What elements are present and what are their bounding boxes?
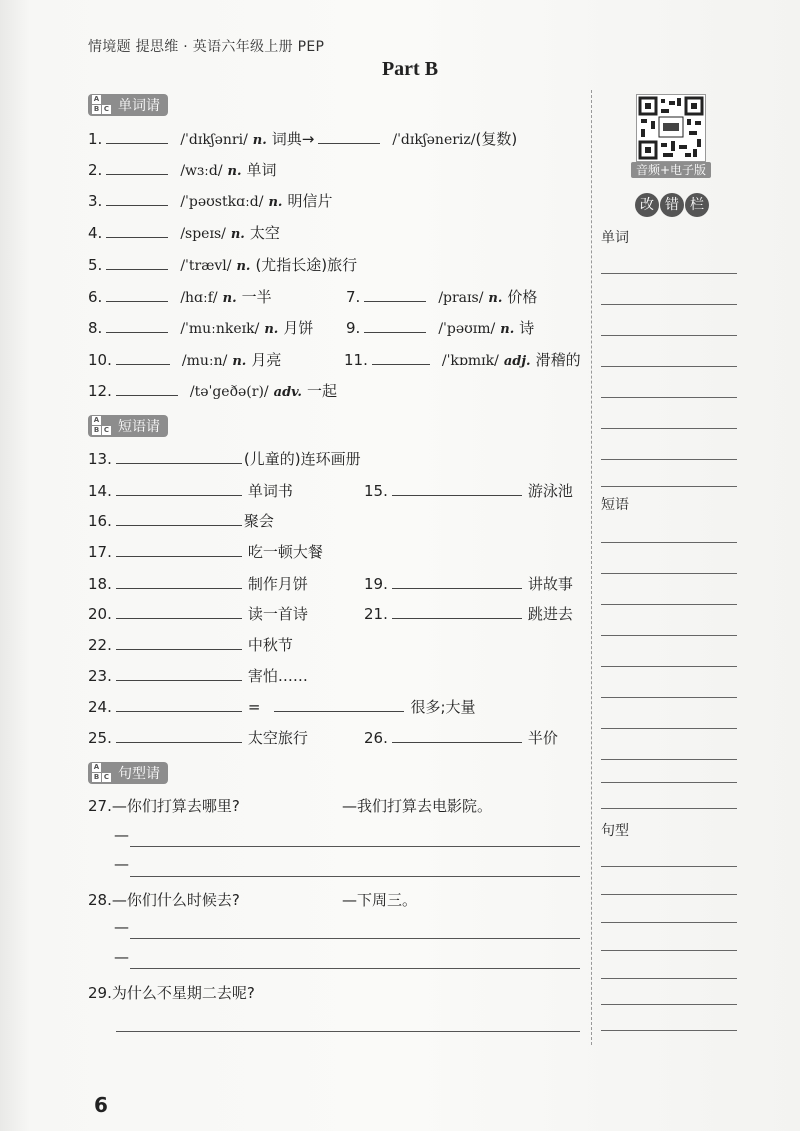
meaning: 月亮	[251, 351, 282, 369]
item-number: 28.	[88, 891, 112, 909]
phonetic: /ˈpəʊstkɑːd/	[180, 194, 264, 210]
answer-blank[interactable]	[106, 316, 168, 333]
item-number: 5.	[88, 256, 103, 274]
part-of-speech: n.	[236, 259, 251, 274]
answer-blank[interactable]	[392, 572, 522, 589]
word-item-10	[88, 348, 281, 372]
correction-line[interactable]	[601, 894, 737, 895]
item-number: 16.	[88, 512, 112, 530]
correction-line[interactable]	[601, 573, 737, 574]
phrase-item-25	[88, 726, 308, 750]
answer-blank[interactable]	[116, 447, 242, 464]
section-badge-sentences	[88, 762, 168, 784]
dash-mark: —	[114, 918, 129, 936]
item-number: 21.	[364, 605, 388, 623]
page-title: Part B	[381, 58, 439, 80]
correction-line[interactable]	[601, 366, 737, 367]
answer-blank[interactable]	[372, 348, 430, 365]
answer-prompt: —下周三。	[342, 891, 418, 909]
page-number: 6	[94, 1093, 108, 1117]
dash-mark: —	[114, 855, 129, 873]
answer-blank[interactable]	[364, 285, 426, 302]
item-number: 11.	[344, 351, 368, 369]
answer-blank[interactable]	[364, 316, 426, 333]
meaning: (儿童的)连环画册	[243, 450, 361, 468]
answer-blank[interactable]	[106, 253, 168, 270]
phonetic: /ˈmuːnkeɪk/	[180, 321, 260, 337]
phrase-item-14	[88, 479, 293, 503]
phonetic: /ˈtrævl/	[180, 258, 232, 274]
correction-line[interactable]	[601, 542, 737, 543]
sidebar-label-sentences: 句型	[601, 823, 629, 839]
answer-blank[interactable]	[106, 189, 168, 206]
part-of-speech: n.	[227, 164, 242, 179]
phonetic: /speɪs/	[180, 226, 226, 242]
phonetic: /ˈkɒmɪk/	[441, 353, 499, 369]
correction-line[interactable]	[601, 697, 737, 698]
item-number: 27.	[88, 797, 112, 815]
answer-blank[interactable]	[116, 695, 242, 712]
abc-icon: A B C	[93, 416, 110, 434]
answer-blank[interactable]	[106, 158, 168, 175]
item-number: 24.	[88, 698, 112, 716]
meaning: 价格	[507, 288, 538, 306]
correction-line[interactable]	[601, 1004, 737, 1005]
item-number: 23.	[88, 667, 112, 685]
phrase-item-15	[364, 479, 573, 503]
phrase-item-17	[88, 540, 323, 564]
part-of-speech: n.	[230, 227, 245, 242]
item-number: 19.	[364, 575, 388, 593]
item-number: 7.	[346, 288, 361, 306]
item-number: 1.	[88, 130, 103, 148]
series-header: 情境题 提思维 · 英语六年级上册 PEP	[88, 39, 325, 55]
word-item-8	[88, 316, 313, 340]
sentence-answer-28	[342, 888, 417, 912]
correction-line[interactable]	[601, 866, 737, 867]
correction-line[interactable]	[601, 304, 737, 305]
correction-line[interactable]	[601, 1030, 737, 1031]
meaning: 单词	[246, 161, 277, 179]
plural-note: (复数)	[475, 130, 518, 148]
writing-line[interactable]	[130, 846, 580, 847]
phrase-item-20	[88, 602, 308, 626]
answer-blank[interactable]	[116, 348, 170, 365]
abc-icon: A B C	[93, 95, 110, 113]
phonetic-plural: /ˈdɪkʃəneriz/	[392, 132, 476, 148]
answer-blank[interactable]	[318, 127, 380, 144]
meaning: 吃一顿大餐	[247, 543, 323, 561]
question: —你们什么时候去?	[111, 891, 240, 909]
answer-blank[interactable]	[106, 221, 168, 238]
word-item-12	[88, 379, 337, 403]
phrase-item-18	[88, 572, 308, 596]
meaning: 制作月饼	[247, 575, 308, 593]
meaning: 明信片	[287, 192, 333, 210]
part-of-speech: n.	[252, 133, 267, 148]
item-number: 6.	[88, 288, 103, 306]
answer-blank[interactable]	[116, 664, 242, 681]
item-number: 20.	[88, 605, 112, 623]
part-of-speech: n.	[222, 291, 237, 306]
part-of-speech: n.	[232, 354, 247, 369]
word-item-6	[88, 285, 272, 309]
sentence-answer-27	[342, 794, 492, 818]
part-of-speech: adv.	[273, 385, 302, 400]
item-number: 29.	[88, 984, 112, 1002]
answer-prompt: —我们打算去电影院。	[342, 797, 493, 815]
correction-line[interactable]	[601, 635, 737, 636]
correction-line[interactable]	[601, 978, 737, 979]
correction-line[interactable]	[601, 808, 737, 809]
answer-blank[interactable]	[392, 726, 522, 743]
answer-blank[interactable]	[106, 127, 168, 144]
meaning: 词典→	[271, 130, 315, 148]
word-item-11	[344, 348, 581, 372]
phonetic: /ˈdɪkʃənri/	[180, 132, 248, 148]
word-item-1	[88, 127, 517, 151]
phonetic: /ˈpəʊɪm/	[438, 321, 496, 337]
phonetic: /hɑːf/	[180, 290, 218, 306]
abc-icon: A B C	[93, 763, 110, 781]
meaning: 害怕……	[247, 667, 308, 685]
answer-blank[interactable]	[116, 572, 242, 589]
answer-blank[interactable]	[392, 479, 522, 496]
answer-blank[interactable]	[116, 602, 242, 619]
correction-line[interactable]	[601, 397, 737, 398]
qr-label: 音频+电子版	[631, 162, 711, 178]
correction-line[interactable]	[601, 273, 737, 274]
section-label-phrases: 短语请	[118, 419, 160, 435]
item-number: 9.	[346, 319, 361, 337]
question: 为什么不星期二去呢?	[111, 984, 255, 1002]
meaning: 一起	[306, 382, 337, 400]
section-badge-phrases	[88, 415, 168, 437]
correction-line[interactable]	[601, 759, 737, 760]
writing-line[interactable]	[130, 968, 580, 969]
item-number: 26.	[364, 729, 388, 747]
correction-line[interactable]	[601, 728, 737, 729]
meaning: 滑稽的	[535, 351, 581, 369]
answer-blank[interactable]	[116, 509, 242, 526]
item-number: 3.	[88, 192, 103, 210]
meaning: 月饼	[283, 319, 314, 337]
correction-line[interactable]	[601, 950, 737, 951]
meaning: 单词书	[247, 482, 293, 500]
part-of-speech: n.	[264, 322, 279, 337]
item-number: 17.	[88, 543, 112, 561]
section-badge-words	[88, 94, 168, 116]
part-of-speech: n.	[268, 195, 283, 210]
meaning: 游泳池	[527, 482, 573, 500]
word-item-4	[88, 221, 280, 245]
part-of-speech: n.	[488, 291, 503, 306]
item-number: 15.	[364, 482, 388, 500]
meaning: 讲故事	[527, 575, 573, 593]
item-number: 13.	[88, 450, 112, 468]
answer-blank[interactable]	[116, 726, 242, 743]
answer-blank[interactable]	[116, 379, 178, 396]
dash-mark: —	[114, 948, 129, 966]
answer-blank[interactable]	[392, 602, 522, 619]
sentence-item-29	[88, 981, 255, 1005]
part-of-speech: adj.	[503, 354, 531, 369]
phrase-item-21	[364, 602, 573, 626]
answer-blank[interactable]	[116, 479, 242, 496]
word-item-9	[346, 316, 534, 340]
phrase-item-24	[88, 695, 476, 719]
meaning: 聚会	[243, 512, 274, 530]
correction-line[interactable]	[601, 922, 737, 923]
correction-line[interactable]	[601, 666, 737, 667]
phrase-item-13	[88, 447, 361, 471]
item-number: 18.	[88, 575, 112, 593]
word-item-5	[88, 253, 357, 277]
correction-line[interactable]	[601, 604, 737, 605]
phonetic: /muːn/	[181, 353, 228, 369]
meaning: 诗	[519, 319, 535, 337]
meaning: 跳进去	[527, 605, 573, 623]
answer-blank[interactable]	[116, 633, 242, 650]
answer-blank[interactable]	[116, 540, 242, 557]
correction-line[interactable]	[601, 486, 737, 487]
word-item-2	[88, 158, 277, 182]
phonetic: /wɜːd/	[180, 163, 223, 179]
sidebar-divider	[591, 90, 592, 1045]
dash-mark: —	[114, 826, 129, 844]
sentence-item-28	[88, 888, 240, 912]
phrase-item-22	[88, 633, 293, 657]
answer-blank[interactable]	[274, 695, 404, 712]
qr-code-icon[interactable]	[636, 94, 706, 162]
writing-line[interactable]	[130, 876, 580, 877]
item-number: 12.	[88, 382, 112, 400]
phrase-item-26	[364, 726, 558, 750]
correction-title-char: 改	[635, 193, 659, 217]
item-number: 22.	[88, 636, 112, 654]
meaning: 一半	[241, 288, 272, 306]
correction-line[interactable]	[601, 428, 737, 429]
item-number: 14.	[88, 482, 112, 500]
item-number: 10.	[88, 351, 112, 369]
meaning: 读一首诗	[247, 605, 308, 623]
phonetic: /praɪs/	[438, 290, 484, 306]
item-number: 8.	[88, 319, 103, 337]
section-label-sentences: 句型请	[118, 766, 160, 782]
item-number: 2.	[88, 161, 103, 179]
correction-title-char: 错	[660, 193, 684, 217]
writing-line[interactable]	[130, 938, 580, 939]
correction-line[interactable]	[601, 459, 737, 460]
question: —你们打算去哪里?	[111, 797, 240, 815]
meaning: 太空	[249, 224, 280, 242]
phonetic: /təˈgeðə(r)/	[189, 384, 269, 400]
sidebar-label-words: 单词	[601, 230, 629, 246]
phrase-item-16	[88, 509, 274, 533]
meaning: 太空旅行	[247, 729, 308, 747]
correction-line[interactable]	[601, 782, 737, 783]
meaning: (尤指长途)旅行	[255, 256, 358, 274]
item-number: 4.	[88, 224, 103, 242]
word-item-7	[346, 285, 537, 309]
meaning: 半价	[527, 729, 558, 747]
word-item-3	[88, 189, 332, 213]
meaning: 中秋节	[247, 636, 293, 654]
correction-title-char: 栏	[685, 193, 709, 217]
answer-blank[interactable]	[106, 285, 168, 302]
sidebar-label-phrases: 短语	[601, 497, 629, 513]
phrase-item-19	[364, 572, 573, 596]
section-label-words: 单词请	[118, 98, 160, 114]
writing-line[interactable]	[116, 1031, 580, 1032]
item-number: 25.	[88, 729, 112, 747]
part-of-speech: n.	[500, 322, 515, 337]
sentence-item-27	[88, 794, 240, 818]
equals-sign: =	[247, 698, 261, 716]
meaning: 很多;大量	[410, 698, 476, 716]
correction-line[interactable]	[601, 335, 737, 336]
phrase-item-23	[88, 664, 308, 688]
